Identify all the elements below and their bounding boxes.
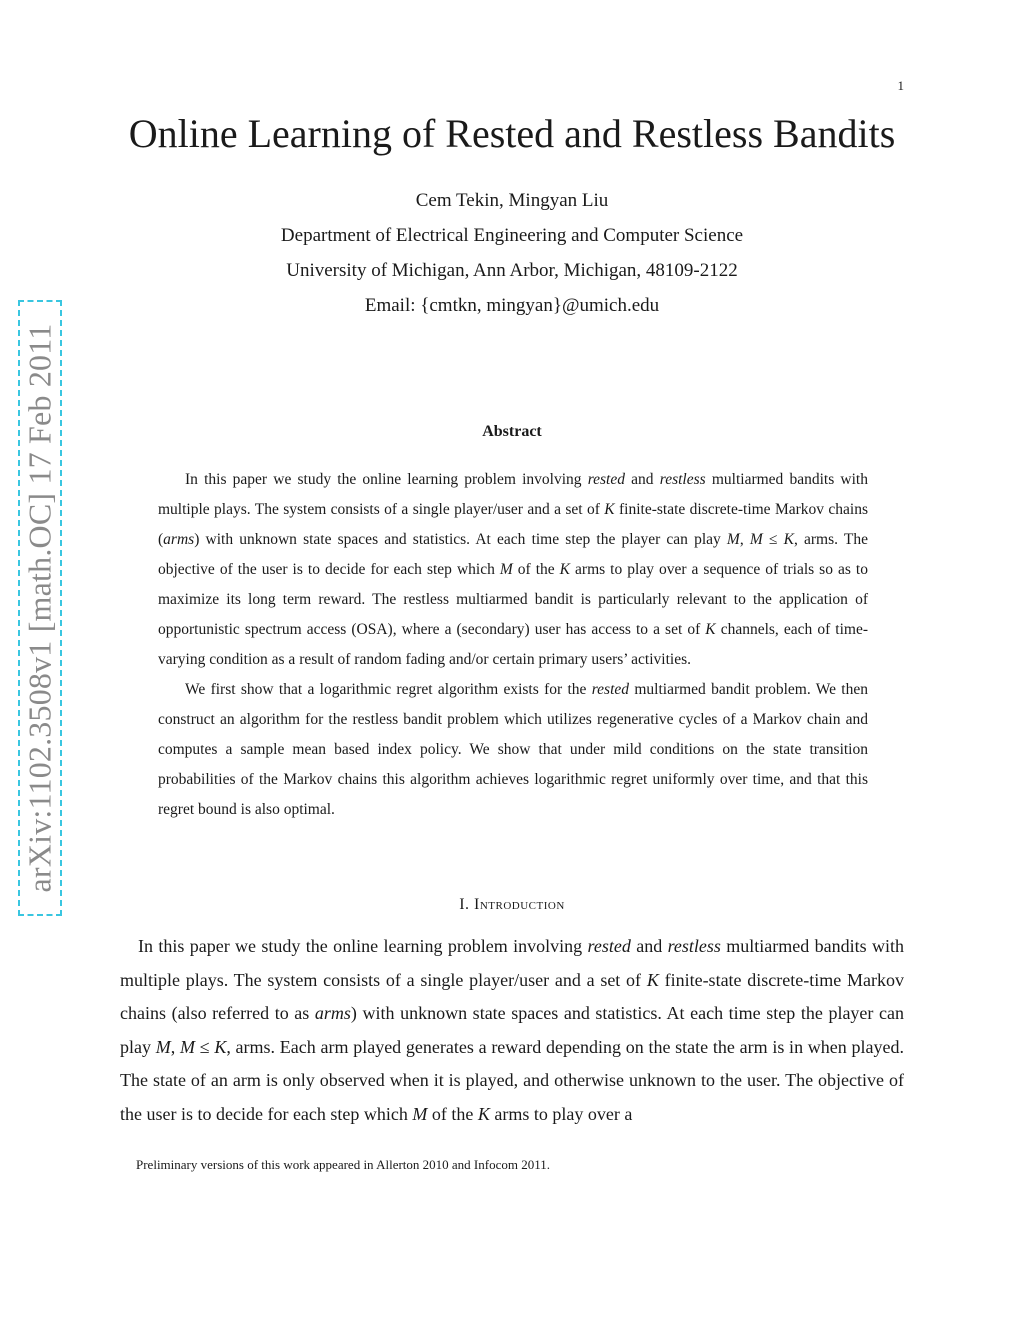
author-email: Email: {cmtkn, mingyan}@umich.edu (364, 295, 660, 316)
arxiv-identifier[interactable]: arXiv:1102.3508v1 [math.OC] 17 Feb 2011 (21, 323, 58, 893)
footnote: Preliminary versions of this work appeared in Allerton 2010 and Infocom 2011. (136, 1157, 550, 1172)
author-names: Cem Tekin, Mingyan Liu (415, 190, 609, 211)
section-heading-introduction: I. Introduction (459, 896, 565, 913)
page-number: 1 (897, 78, 904, 93)
introduction-paragraph: In this paper we study the online learning problem involving rested and restless multiarmed bandits with multiple plays. The system consists of a single player/user and a set of K finite-state discrete-time Markov chains (also referred to as arms) with unknown state spaces and statistics. At each time step the player can play M, M ≤ K, arms. Each arm played generates a reward depending on the state the arm is in when played. The state of an arm is only observed when it is played, and otherwise unknown to the user. The objective of the user is to decide for each step which M of the K arms to play over a (120, 936, 904, 1124)
abstract-body (158, 465, 868, 825)
author-department: Department of Electrical Engineering and Computer Science (280, 225, 744, 246)
author-block (0, 183, 1024, 323)
paper-title: Online Learning of Rested and Restless Bandits (128, 111, 896, 156)
abstract-paragraph-2: We first show that a logarithmic regret algorithm exists for the rested multiarmed bandit problem. We then construct an algorithm for the restless bandit problem which utilizes regenerative cycles of a Markov chain and computes a sample mean based index policy. We show that under mild conditions on the state transition probabilities of the Markov chains this algorithm achieves logarithmic regret uniformly over time, and that this regret bound is also optimal. (158, 681, 868, 818)
arxiv-stamp[interactable] (18, 300, 62, 916)
abstract-paragraph-1: In this paper we study the online learning problem involving rested and restless multiarmed bandits with multiple plays. The system consists of a single player/user and a set of K finite-state discrete-time Markov chains (arms) with unknown state spaces and statistics. At each time step the player can play M, M ≤ K, arms. The objective of the user is to decide for each step which M of the K arms to play over a sequence of trials so as to maximize its long term reward. The restless multiarmed bandit is particularly relevant to the application of opportunistic spectrum access (OSA), where a (secondary) user has access to a set of K channels, each of time-varying condition as a result of random fading and/or certain primary users’ activities. (158, 471, 869, 668)
author-university: University of Michigan, Ann Arbor, Michigan, 48109-2122 (286, 260, 738, 281)
abstract-heading: Abstract (482, 423, 542, 440)
